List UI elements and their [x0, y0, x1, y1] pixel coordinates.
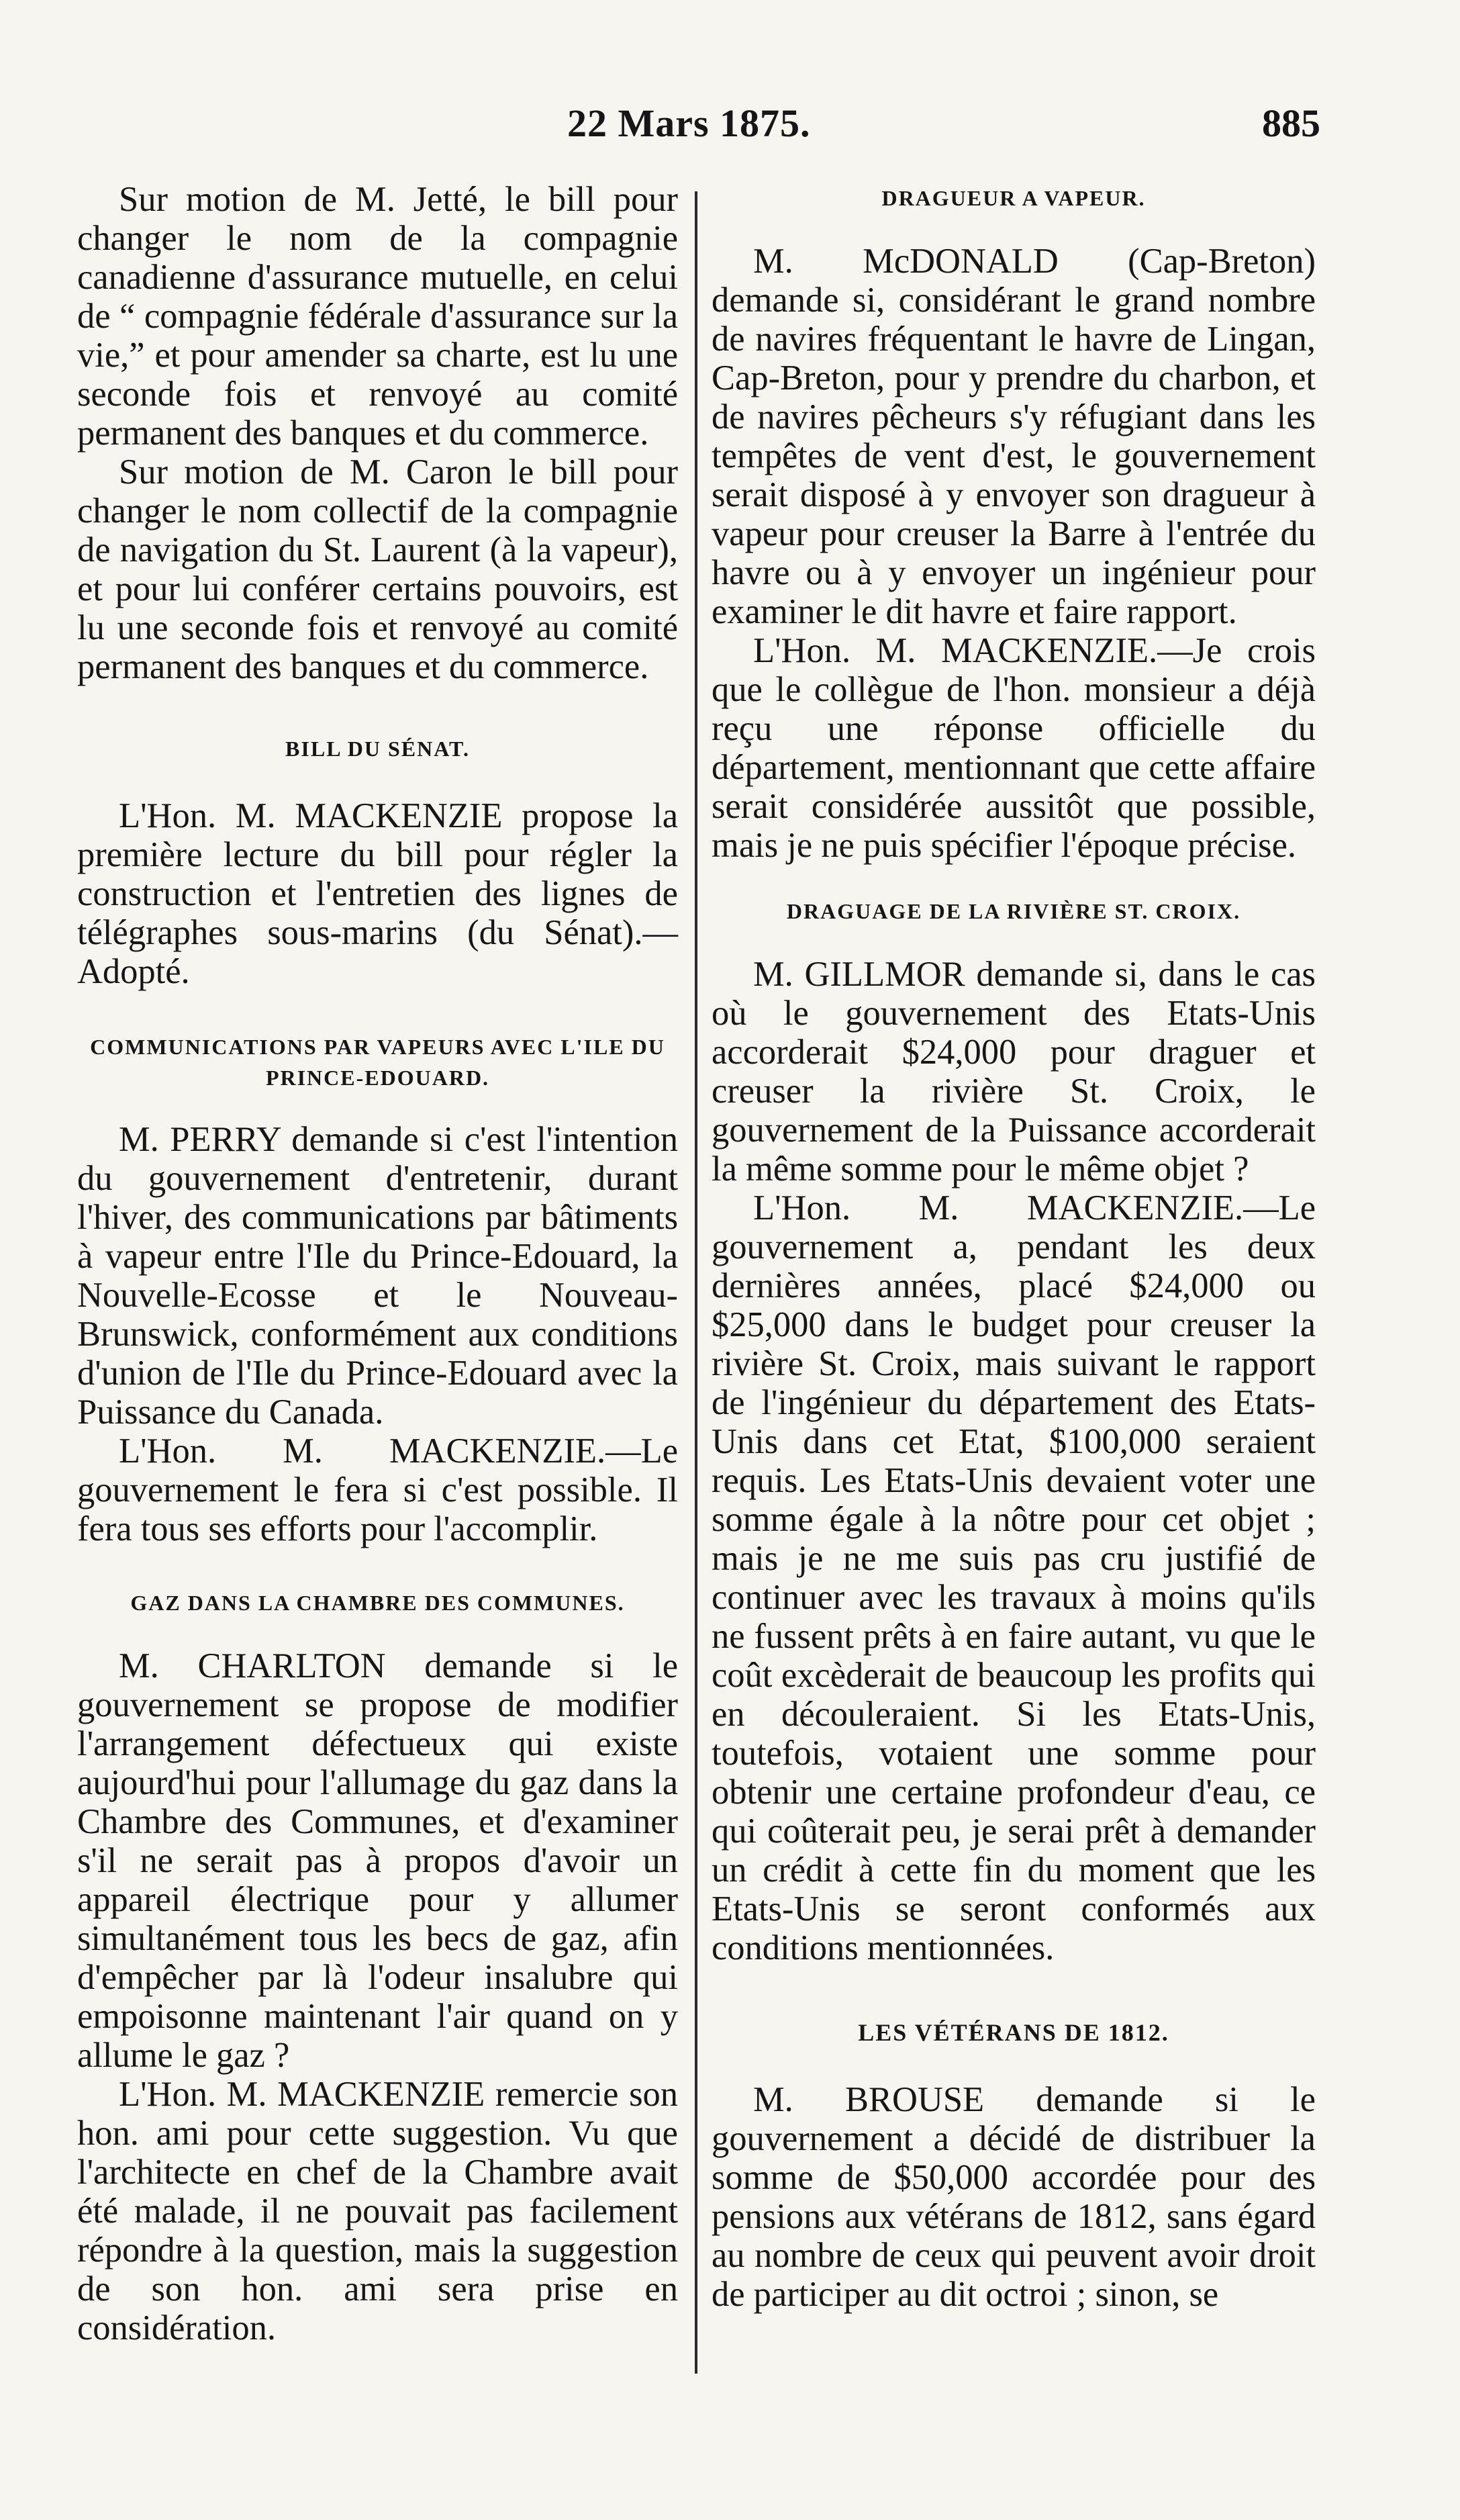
- paragraph-gillmor-question: M. GILLMOR demande si, dans le cas où le gouvernement des Etats-Unis accorderait $24,000 pour draguer et creuser la rivière St. Croix, le gouvernement de la Puissance accorderait la même somme pour le même objet ?: [712, 955, 1316, 1188]
- paragraph-charlton-question: M. CHARLTON demande si le gouvernement se propose de modifier l'arrangement défectueux qui existe aujourd'hui pour l'allumage du gaz dans la Chambre des Communes, et d'examiner s'il ne serait pas à propos d'avoir un appareil électrique pour y allumer simultanément tous les becs de gaz, afin d'empêcher par là l'odeur insalubre qui empoisonne maintenant l'air quand on y allume le gaz ?: [77, 1646, 678, 2075]
- paragraph-mcdonald-question: M. McDONALD (Cap-Breton) demande si, considérant le grand nombre de navires fréquentant le havre de Lingan, Cap-Breton, pour y prendre du charbon, et de navires pêcheurs s'y réfugiant dans les tempêtes de vent d'est, le gouvernement serait disposé à y envoyer son dragueur à vapeur pour creuser la Barre à l'entrée du havre ou à y envoyer un ingénieur pour examiner le dit havre et faire rapport.: [712, 242, 1316, 631]
- column-divider: [695, 191, 697, 2374]
- paragraph-mackenzie-telegraph-bill: L'Hon. M. MACKENZIE propose la première lecture du bill pour régler la construction et l'entretien des lignes de télégraphes sous-marins (du Sénat).— Adopté.: [77, 796, 678, 991]
- paragraph-mackenzie-reply-charlton: L'Hon. M. MACKENZIE remercie son hon. ami pour cette suggestion. Vu que l'architecte en chef de la Chambre avait été malade, il ne pouvait pas facilement répondre à la question, mais la suggestion de son hon. ami sera prise en considération.: [77, 2075, 678, 2347]
- section-heading-gaz: GAZ DANS LA CHAMBRE DES COMMUNES.: [130, 1591, 625, 1615]
- paragraph-caron-motion: Sur motion de M. Caron le bill pour changer le nom collectif de la compagnie de navigation du St. Laurent (à la vapeur), et pour lui conférer certains pouvoirs, est lu une seconde fois et renvoyé au comité permanent des banques et du commerce.: [77, 453, 678, 686]
- section-heading-draguage: DRAGUAGE DE LA RIVIÈRE ST. CROIX.: [786, 899, 1241, 923]
- section-heading-veterans: LES VÉTÉRANS DE 1812.: [858, 2019, 1169, 2046]
- paragraph-brouse-question: M. BROUSE demande si le gouvernement a décidé de distribuer la somme de $50,000 accordée pour des pensions aux vétérans de 1812, sans égard au nombre de ceux qui peuvent avoir droit de participer au dit octroi ; sinon, se: [712, 2080, 1316, 2314]
- section-heading-communications: COMMUNICATIONS PAR VAPEURS AVEC L'ILE DU PRINCE-EDOUARD.: [90, 1035, 665, 1090]
- paragraph-mackenzie-reply-perry: L'Hon. M. MACKENZIE.—Le gouvernement le fera si c'est possible. Il fera tous ses efforts pour l'accomplir.: [77, 1432, 678, 1548]
- running-head: [0, 101, 1460, 154]
- page-date: 22 Mars 1875.: [567, 101, 811, 145]
- paragraph-mackenzie-reply-mcdonald: L'Hon. M. MACKENZIE.—Je crois que le collègue de l'hon. monsieur a déjà reçu une réponse officielle du département, mentionnant que cette affaire serait considérée aussitôt que possible, mais je ne puis spécifier l'époque précise.: [712, 631, 1316, 865]
- right-column: [712, 180, 1316, 2314]
- paragraph-perry-question: M. PERRY demande si c'est l'intention du gouvernement d'entretenir, durant l'hiver, des communications par bâtiments à vapeur entre l'Ile du Prince-Edouard, la Nouvelle-Ecosse et le Nouveau-Brunswick, conformément aux conditions d'union de l'Ile du Prince-Edouard avec la Puissance du Canada.: [77, 1120, 678, 1432]
- paragraph-jette-motion: Sur motion de M. Jetté, le bill pour changer le nom de la compagnie canadienne d'assurance mutuelle, en celui de “ compagnie fédérale d'assurance sur la vie,” et pour amender sa charte, est lu une seconde fois et renvoyé au comité permanent des banques et du commerce.: [77, 180, 678, 453]
- section-heading-bill-du-senat: BILL DU SÉNAT.: [285, 737, 470, 761]
- page-number: 885: [1262, 101, 1320, 145]
- left-column: [77, 180, 678, 2347]
- paragraph-mackenzie-reply-gillmor: L'Hon. M. MACKENZIE.—Le gouvernement a, pendant les deux dernières années, placé $24,000 ou $25,000 dans le budget pour creuser la rivière St. Croix, mais suivant le rapport de l'ingénieur du département des Etats-Unis dans cet Etat, $100,000 seraient requis. Les Etats-Unis devaient voter une somme égale à la nôtre pour cet objet ; mais je ne me suis pas cru justifié de continuer avec les travaux à moins qu'ils ne fussent prêts à en faire autant, vu que le coût excèderait de beaucoup les profits qui en découleraient. Si les Etats-Unis, toutefois, votaient une somme pour obtenir une certaine profondeur d'eau, ce qui coûterait peu, je serai prêt à demander un crédit à cette fin du moment que les Etats-Unis se seront conformés aux conditions mentionnées.: [712, 1188, 1316, 1967]
- section-heading-dragueur: DRAGUEUR A VAPEUR.: [881, 186, 1146, 210]
